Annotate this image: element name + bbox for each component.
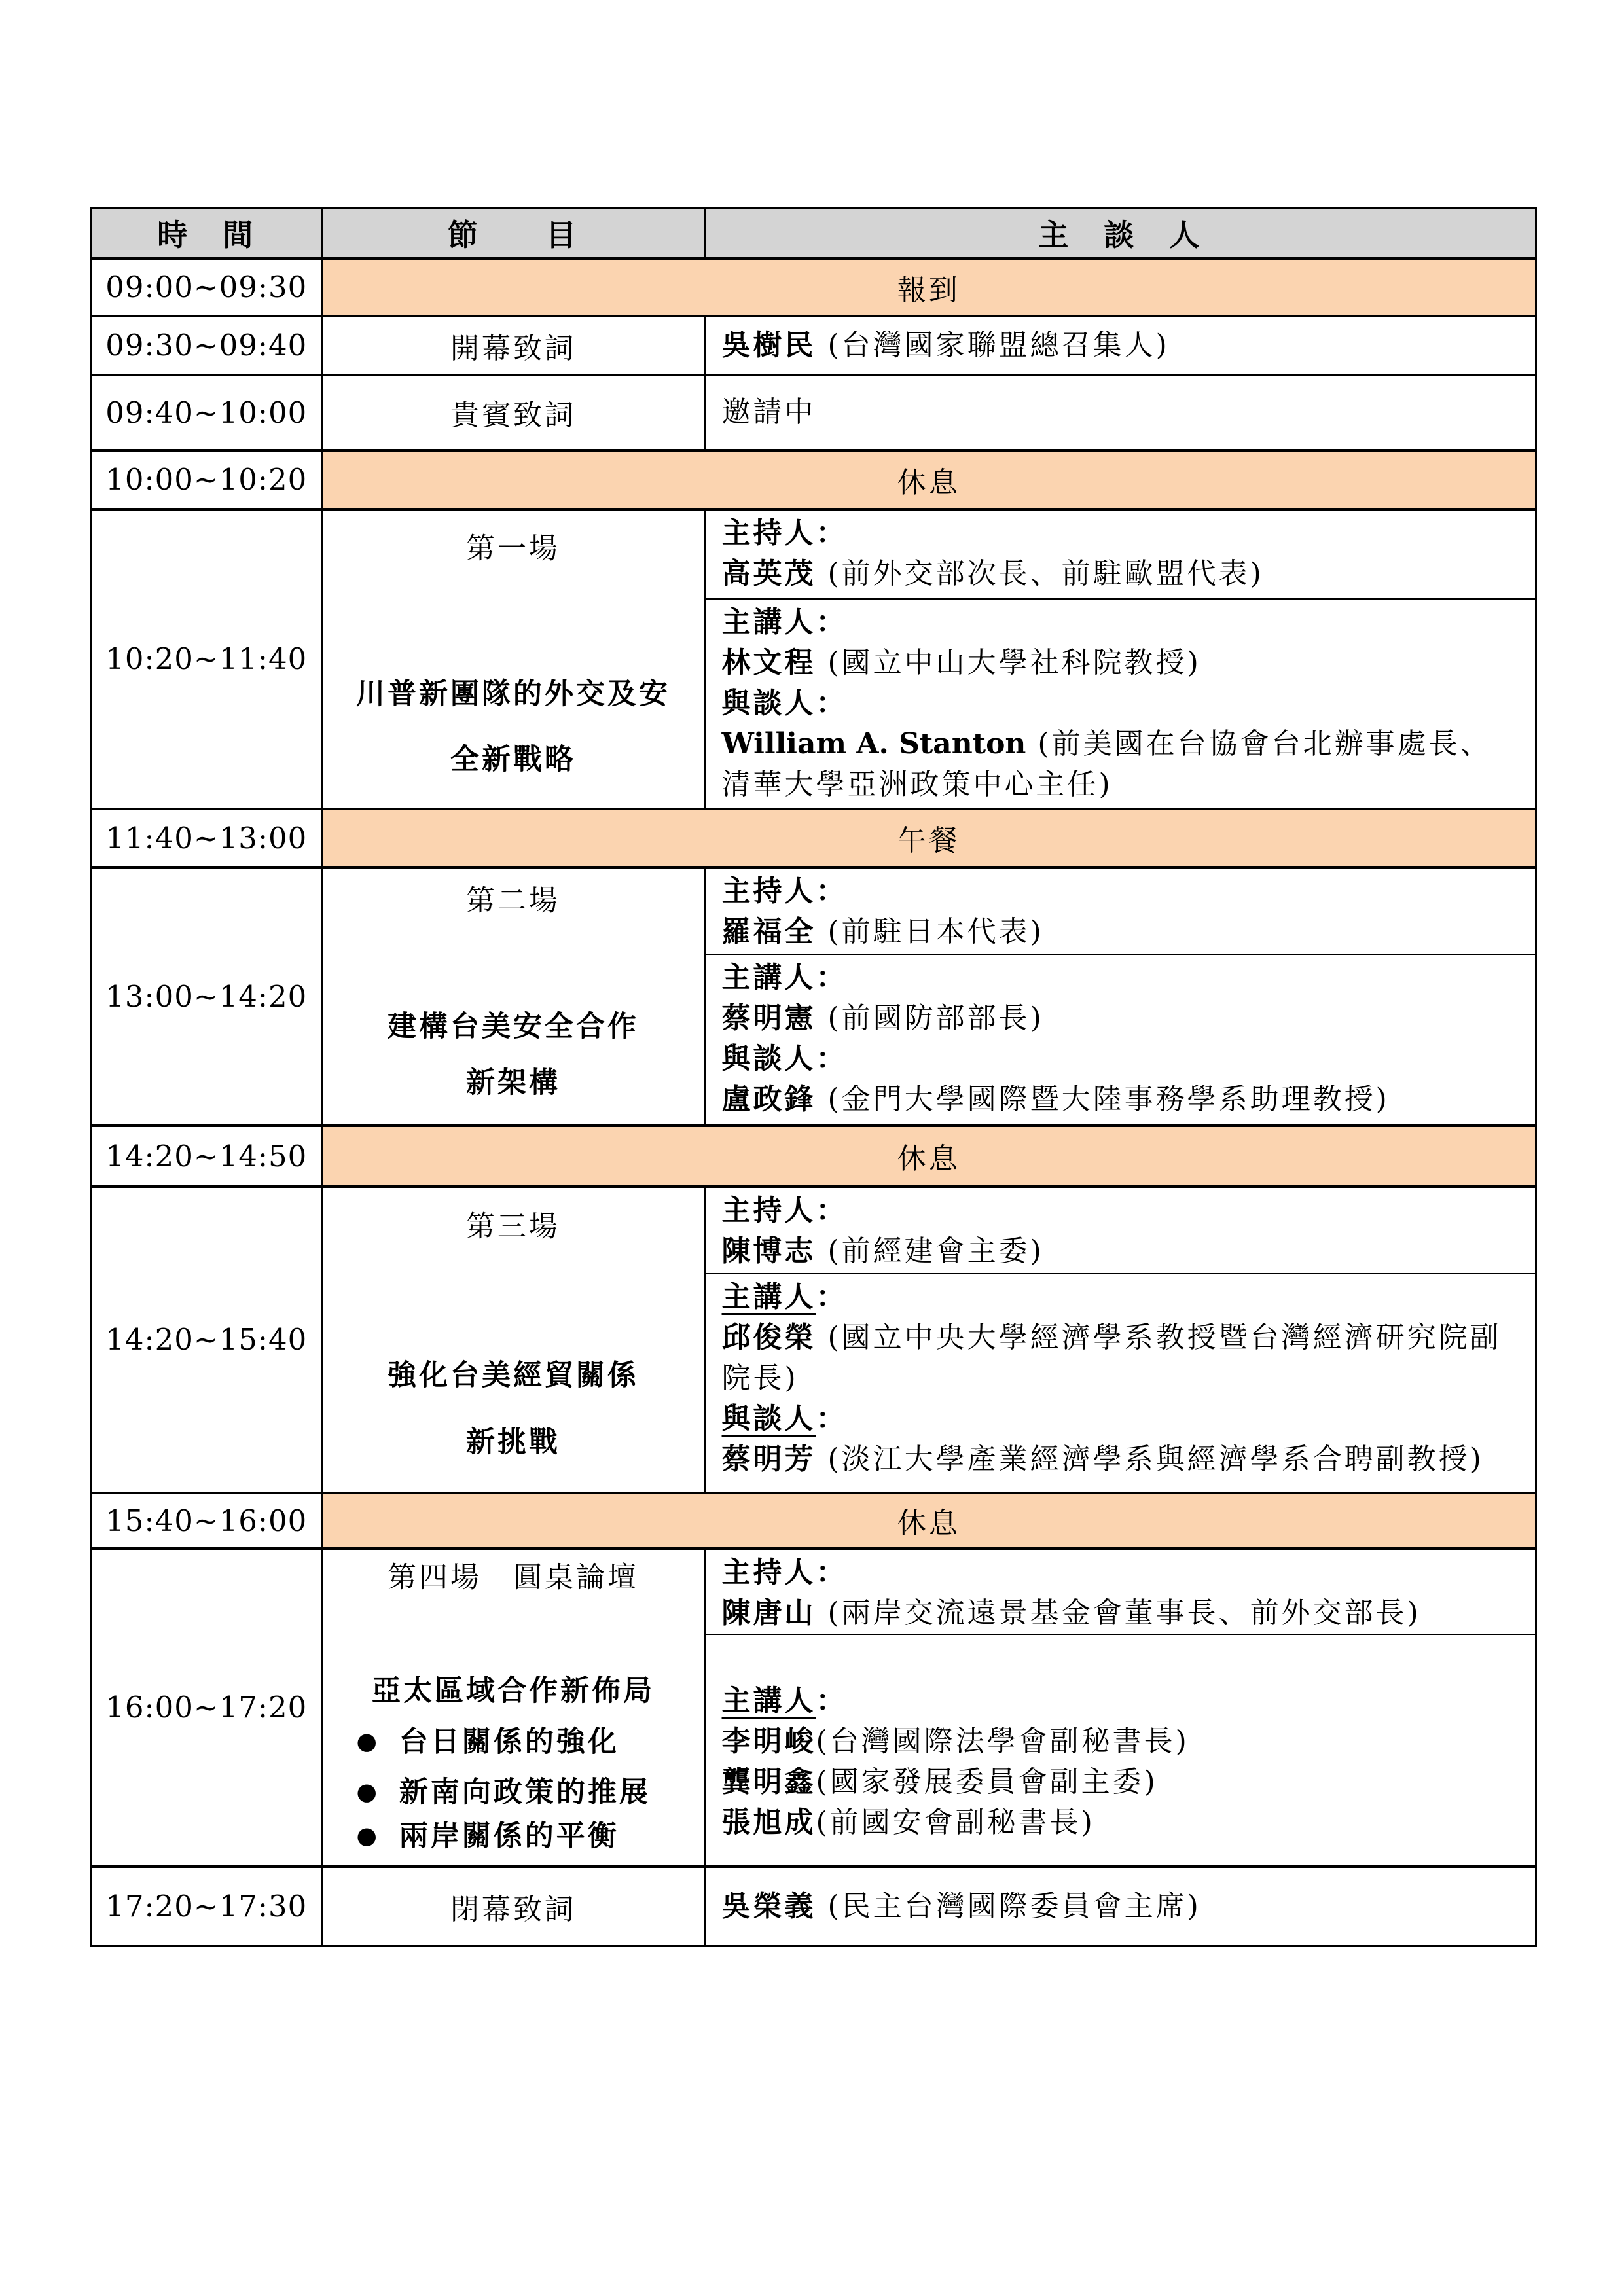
speaker-name-line	[722, 1721, 1523, 1762]
session3-program-cell	[322, 1187, 705, 1493]
speaker-label: 主講人	[721, 1683, 816, 1717]
moderator-label: 主持人	[721, 516, 816, 550]
col-header-program: 節 目	[322, 209, 705, 259]
band-break1: 休息	[322, 450, 1536, 509]
speaker-name-line	[722, 1803, 1523, 1843]
speaker-desc: (國家發展委員會副主委)	[816, 1765, 1158, 1799]
row-session4-a	[91, 1549, 1536, 1634]
label-colon: ：	[816, 1683, 848, 1717]
panelist-name-line	[722, 1439, 1523, 1480]
band-break2: 休息	[322, 1126, 1536, 1187]
label-colon: ：	[816, 1280, 848, 1314]
panelist-desc: (金門大學國際暨大陸事務學系助理教授)	[816, 1082, 1390, 1116]
session3-title-line2: 新挑戰	[466, 1425, 560, 1459]
cell-time-checkin: 09:00~09:30	[91, 259, 322, 316]
label-colon: ：	[816, 605, 848, 639]
panelist-name-line	[722, 724, 1523, 805]
moderator-label: 主持人	[721, 874, 816, 908]
row-break2	[91, 1126, 1536, 1187]
panelist-label: 與談人	[721, 1401, 816, 1435]
session1-program-cell	[322, 509, 705, 809]
row-closing	[91, 1867, 1536, 1946]
panelist-name: 盧政鋒	[721, 1082, 816, 1116]
session1-moderator-cell	[705, 509, 1536, 599]
speaker-name: 邱俊榮	[721, 1320, 816, 1354]
cell-time-break2: 14:20~14:50	[91, 1126, 322, 1187]
session2-number: 第二場	[466, 884, 560, 918]
speaker-line	[722, 1886, 1523, 1927]
panelist-label: 與談人	[721, 686, 816, 720]
speaker-line	[722, 392, 1523, 433]
session4-topic-1	[323, 1725, 704, 1759]
row-lunch	[91, 809, 1536, 867]
session1-title-line1: 川普新團隊的外交及安	[356, 677, 670, 711]
speaker-desc: (國立中央大學經濟學系教授暨台灣經濟研究院副院長)	[721, 1320, 1502, 1395]
row-opening	[91, 316, 1536, 375]
panelist-label-line	[722, 1039, 1523, 1079]
session4-topic-3	[323, 1820, 704, 1854]
panelist-name: 蔡明芳	[721, 1442, 816, 1476]
label-colon: ：	[816, 1041, 848, 1075]
session1-speakers-cell	[705, 599, 1536, 809]
speaker-name: 吳樹民	[721, 328, 816, 362]
bullet-icon: ●	[356, 1778, 377, 1806]
moderator-name-line	[722, 912, 1523, 952]
label-colon: ：	[816, 1401, 848, 1435]
cell-program-closing: 閉幕致詞	[322, 1867, 705, 1946]
moderator-name-line	[722, 1593, 1523, 1634]
topic-text: 新南向政策的推展	[399, 1775, 651, 1809]
cell-time-session2: 13:00~14:20	[91, 867, 322, 1126]
session1-title-line2: 全新戰略	[450, 742, 576, 776]
band-lunch: 午餐	[322, 809, 1536, 867]
speaker-desc: (台灣國家聯盟總召集人)	[816, 328, 1170, 362]
band-break3: 休息	[322, 1493, 1536, 1549]
speaker-name-line	[722, 998, 1523, 1039]
moderator-desc: (前經建會主委)	[816, 1234, 1044, 1268]
panelist-label-line	[722, 1399, 1523, 1439]
session4-title: 亞太區域合作新佈局	[372, 1674, 655, 1708]
speaker-label: 主講人	[721, 960, 816, 994]
cell-time-opening: 09:30~09:40	[91, 316, 322, 375]
moderator-name: 高英茂	[721, 556, 816, 590]
bullet-icon: ●	[356, 1821, 377, 1850]
speaker-name: 龔明鑫	[721, 1765, 816, 1799]
moderator-label-line	[722, 1552, 1523, 1593]
moderator-desc: (前駐日本代表)	[816, 914, 1044, 948]
cell-time-break1: 10:00~10:20	[91, 450, 322, 509]
speaker-line	[722, 325, 1523, 366]
speaker-name-line	[722, 1318, 1523, 1399]
moderator-desc: (前外交部次長、前駐歐盟代表)	[816, 556, 1264, 590]
session2-program-cell	[322, 867, 705, 1126]
session4-topic-2	[323, 1775, 704, 1810]
session4-speakers-cell	[705, 1634, 1536, 1867]
speaker-label-line	[722, 1277, 1523, 1318]
row-break3	[91, 1493, 1536, 1549]
cell-speaker-vip	[705, 375, 1536, 450]
speaker-desc: (民主台灣國際委員會主席)	[816, 1889, 1201, 1923]
col-header-speakers: 主 談 人	[705, 209, 1536, 259]
topic-text: 兩岸關係的平衡	[399, 1819, 619, 1853]
moderator-label: 主持人	[721, 1193, 816, 1227]
session3-title-line1: 強化台美經貿關係	[388, 1358, 639, 1392]
moderator-name: 羅福全	[721, 914, 816, 948]
cell-time-closing: 17:20~17:30	[91, 1867, 322, 1946]
conference-schedule-table	[90, 207, 1537, 1947]
speaker-name: 吳榮義	[721, 1889, 816, 1923]
cell-time-lunch: 11:40~13:00	[91, 809, 322, 867]
cell-program-opening: 開幕致詞	[322, 316, 705, 375]
session3-number: 第三場	[466, 1210, 560, 1244]
label-colon: ：	[816, 1555, 848, 1589]
cell-time-session3: 14:20~15:40	[91, 1187, 322, 1493]
label-colon: ：	[816, 516, 848, 550]
speaker-name: 張旭成	[721, 1805, 816, 1839]
topic-text: 台日關係的強化	[399, 1725, 619, 1759]
label-colon: ：	[816, 874, 848, 908]
session4-number: 第四場 圓桌論壇	[388, 1560, 639, 1594]
session3-speakers-cell	[705, 1274, 1536, 1493]
speaker-desc: (國立中山大學社科院教授)	[816, 645, 1201, 679]
label-colon: ：	[816, 686, 848, 720]
cell-program-vip: 貴賓致詞	[322, 375, 705, 450]
moderator-label-line	[722, 871, 1523, 912]
cell-speaker-closing	[705, 1867, 1536, 1946]
panelist-name: William A. Stanton	[721, 726, 1026, 761]
session2-speakers-cell	[705, 954, 1536, 1126]
panelist-desc: (前美國在台協會台北辦事處長、清華大學亞洲政策中心主任)	[721, 726, 1492, 801]
label-colon: ：	[816, 1193, 848, 1227]
row-vip	[91, 375, 1536, 450]
speaker-label-line	[722, 602, 1523, 643]
speaker-label: 主講人	[721, 605, 816, 639]
session4-moderator-cell	[705, 1549, 1536, 1634]
moderator-label: 主持人	[721, 1555, 816, 1589]
cell-speaker-opening	[705, 316, 1536, 375]
cell-time-vip: 09:40~10:00	[91, 375, 322, 450]
speaker-name: 李明峻	[721, 1724, 816, 1758]
speaker-desc: (前國安會副秘書長)	[816, 1805, 1095, 1839]
speaker-desc: (前國防部部長)	[816, 1001, 1044, 1035]
row-break1	[91, 450, 1536, 509]
bullet-icon: ●	[356, 1727, 377, 1755]
row-checkin	[91, 259, 1536, 316]
session2-title-line1: 建構台美安全合作	[388, 1009, 639, 1043]
row-session3-a	[91, 1187, 1536, 1274]
label-colon: ：	[816, 960, 848, 994]
speaker-name-line	[722, 1762, 1523, 1803]
panelist-label-line	[722, 683, 1523, 724]
moderator-name-line	[722, 554, 1523, 594]
cell-time-session1: 10:20~11:40	[91, 509, 322, 809]
moderator-name: 陳博志	[721, 1234, 816, 1268]
panelist-label: 與談人	[721, 1041, 816, 1075]
row-session1-a	[91, 509, 1536, 599]
session3-moderator-cell	[705, 1187, 1536, 1274]
row-header	[91, 209, 1536, 259]
moderator-name-line	[722, 1231, 1523, 1272]
speaker-name-line	[722, 643, 1523, 683]
moderator-label-line	[722, 513, 1523, 554]
row-session2-a	[91, 867, 1536, 954]
panelist-name-line	[722, 1079, 1523, 1120]
cell-time-session4: 16:00~17:20	[91, 1549, 322, 1867]
cell-time-break3: 15:40~16:00	[91, 1493, 322, 1549]
speaker-name: 蔡明憲	[721, 1001, 816, 1035]
session1-number: 第一場	[466, 531, 560, 565]
speaker-label-line	[722, 1681, 1523, 1721]
speaker-label-line	[722, 958, 1523, 998]
col-header-time: 時 間	[91, 209, 322, 259]
moderator-label-line	[722, 1191, 1523, 1231]
session4-program-cell	[322, 1549, 705, 1867]
speaker-desc: (台灣國際法學會副秘書長)	[816, 1724, 1189, 1758]
moderator-desc: (兩岸交流遠景基金會董事長、前外交部長)	[816, 1596, 1421, 1630]
speaker-label: 主講人	[721, 1280, 816, 1314]
panelist-desc: (淡江大學產業經濟學系與經濟學系合聘副教授)	[816, 1442, 1484, 1476]
moderator-name: 陳唐山	[721, 1596, 816, 1630]
session2-title-line2: 新架構	[466, 1066, 560, 1100]
speaker-name: 林文程	[721, 645, 816, 679]
band-checkin: 報到	[322, 259, 1536, 316]
session2-moderator-cell	[705, 867, 1536, 954]
vip-note: 邀請中	[721, 395, 816, 429]
